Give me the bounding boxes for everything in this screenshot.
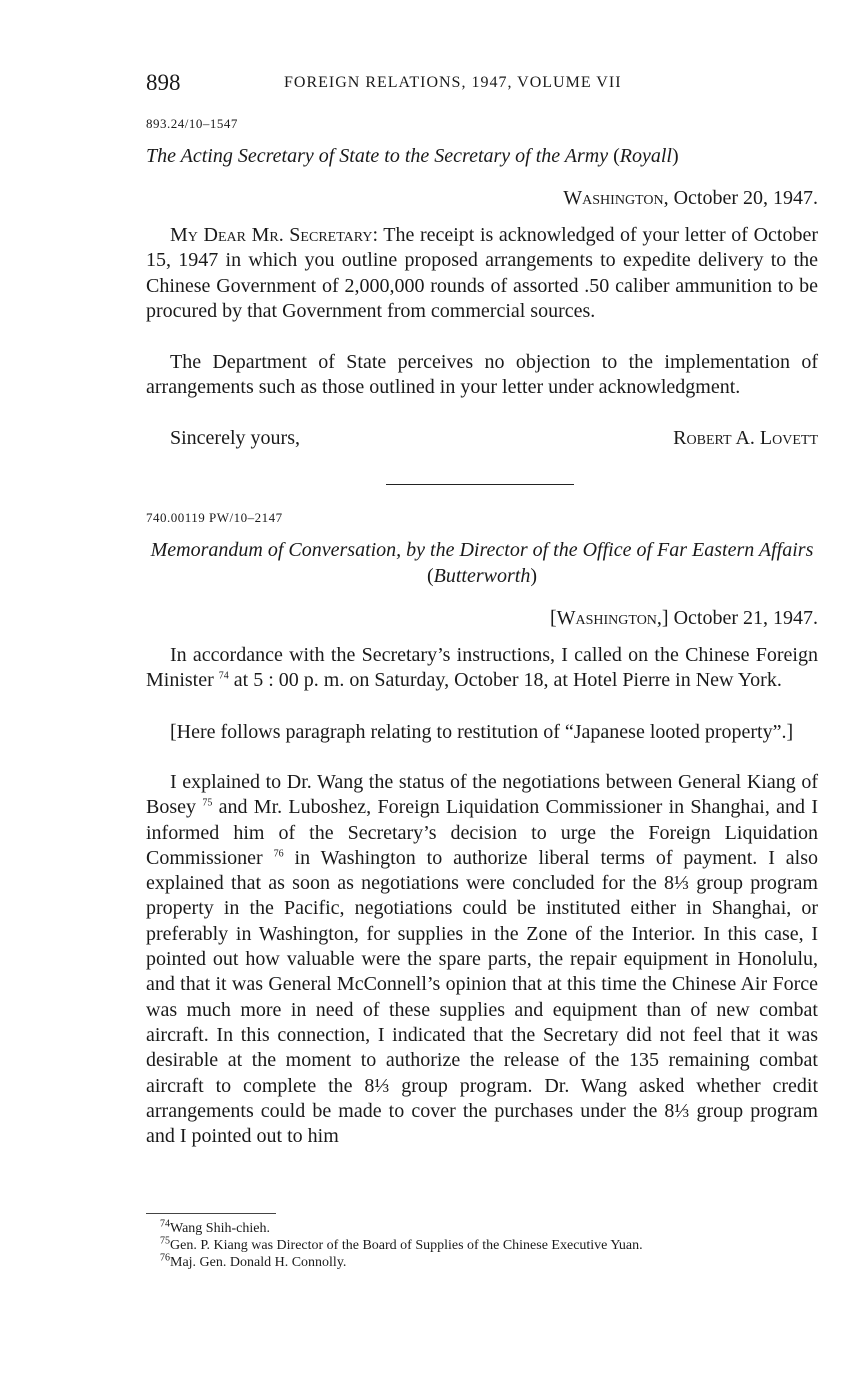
footnote-divider (146, 1213, 276, 1214)
memo-paragraph-3 (146, 770, 818, 1149)
heading-paren-close: ) (672, 145, 679, 167)
dateline-place: Washington (556, 607, 657, 629)
footnote-76 (146, 1254, 818, 1271)
footnote-number: 74 (160, 1218, 170, 1230)
heading-paren-open: ( (613, 145, 620, 167)
dateline-bracket: [ (549, 607, 557, 629)
signature: Robert A. Lovett (673, 427, 818, 449)
footnote-number: 75 (160, 1235, 170, 1247)
complimentary-close: Sincerely yours, (170, 427, 300, 449)
paragraph-text: : The receipt is acknowledged of your letter of October 15, 1947 in which you outline proposed arrangements to expedite delivery to the Chinese Government of 2,000,000 rounds of assorted .50 caliber ammunition to be procured by that Government from commercial sources. (146, 224, 819, 322)
running-header (146, 70, 818, 100)
section-divider (386, 484, 574, 485)
heading-name: Royall (619, 145, 672, 167)
heading-paren-open: ( (426, 565, 434, 587)
running-title: FOREIGN RELATIONS, 1947, VOLUME VII (284, 74, 622, 91)
document-heading-1 (146, 143, 818, 169)
paragraph-text: In accordance with the Secretary’s instructions, I called on the Chinese Foreign Minister (146, 644, 818, 692)
memo-paragraph-1 (146, 643, 818, 694)
footnote-74 (146, 1220, 818, 1237)
dateline-date: ,] October 21, 1947. (656, 607, 818, 629)
letter-paragraph-1 (146, 223, 818, 324)
paragraph-text: at 5 : 00 p. m. on Saturday, October 18, at Hotel Pierre in New York. (228, 669, 782, 692)
paragraph-text: and Mr. Luboshez, Foreign Liquidation Commissioner in Shanghai, and I informed him of the Secretary’s decision to urge the Foreign Liquidation Commissioner (146, 796, 819, 869)
footnote-75 (146, 1237, 818, 1254)
footnote-text: Maj. Gen. Donald H. Connolly. (170, 1255, 347, 1270)
dateline-1 (563, 187, 818, 210)
footnote-ref-75: 75 (202, 797, 213, 809)
footnote-ref-74: 74 (218, 670, 229, 682)
letter-paragraph-2: The Department of State perceives no objection to the implementation of arrangements such as those outlined in your letter under acknowledgment. (146, 351, 818, 399)
dateline-2 (550, 607, 818, 630)
footnote-text: Gen. P. Kiang was Director of the Board of Supplies of the Chinese Executive Yuan. (170, 1238, 643, 1253)
heading-name: Butterworth (433, 565, 531, 587)
memo-paragraph-2: [Here follows paragraph relating to restitution of “Japanese looted property”.] (170, 721, 794, 743)
document-heading-2 (146, 537, 818, 589)
paragraph-text: I explained to Dr. Wang the status of the negotiations between General Kiang of Bosey (146, 771, 818, 819)
heading-text: Memorandum of Conversation, by the Director of the Office of Far Eastern Affairs (150, 539, 814, 561)
file-number-2: 740.00119 PW/10–2147 (146, 510, 283, 525)
heading-text: The Acting Secretary of State to the Secretary of the Army (146, 145, 614, 167)
footnotes (146, 1220, 818, 1271)
page-number: 898 (146, 70, 181, 95)
footnote-text: Wang Shih-chieh. (170, 1221, 270, 1236)
salutation: My Dear Mr. Secretary (170, 224, 373, 246)
heading-paren-close: ) (530, 565, 537, 587)
footnote-number: 76 (160, 1252, 170, 1264)
dateline-date: , October 20, 1947. (663, 187, 818, 209)
paragraph-text: in Washington to authorize liberal terms of payment. I also explained that as soon as negotiations were concluded for the 8⅓ group program property in the Pacific, negotiations could be instituted either in Shanghai, or preferably in Washington, for supplies in the Zone of the Interior. In this case, I pointed out how valuable were the spare parts, the repair equipment in Honolulu, and that it was General McConnell’s opinion that at this time the Chinese Air Force was much more in need of these supplies and equipment than of new combat aircraft. In this connection, I indicated that the Secretary did not feel that it was desirable at the moment to authorize the release of the 135 remaining combat aircraft to complete the 8⅓ group program. Dr. Wang asked whether credit arrangements could be made to cover the purchases under the 8⅓ group program and I pointed out to him (146, 846, 818, 1148)
letter-closing (146, 427, 818, 453)
dateline-place: Washington (563, 187, 664, 209)
footnote-ref-76: 76 (273, 848, 284, 860)
file-number-1: 893.24/10–1547 (146, 116, 238, 131)
